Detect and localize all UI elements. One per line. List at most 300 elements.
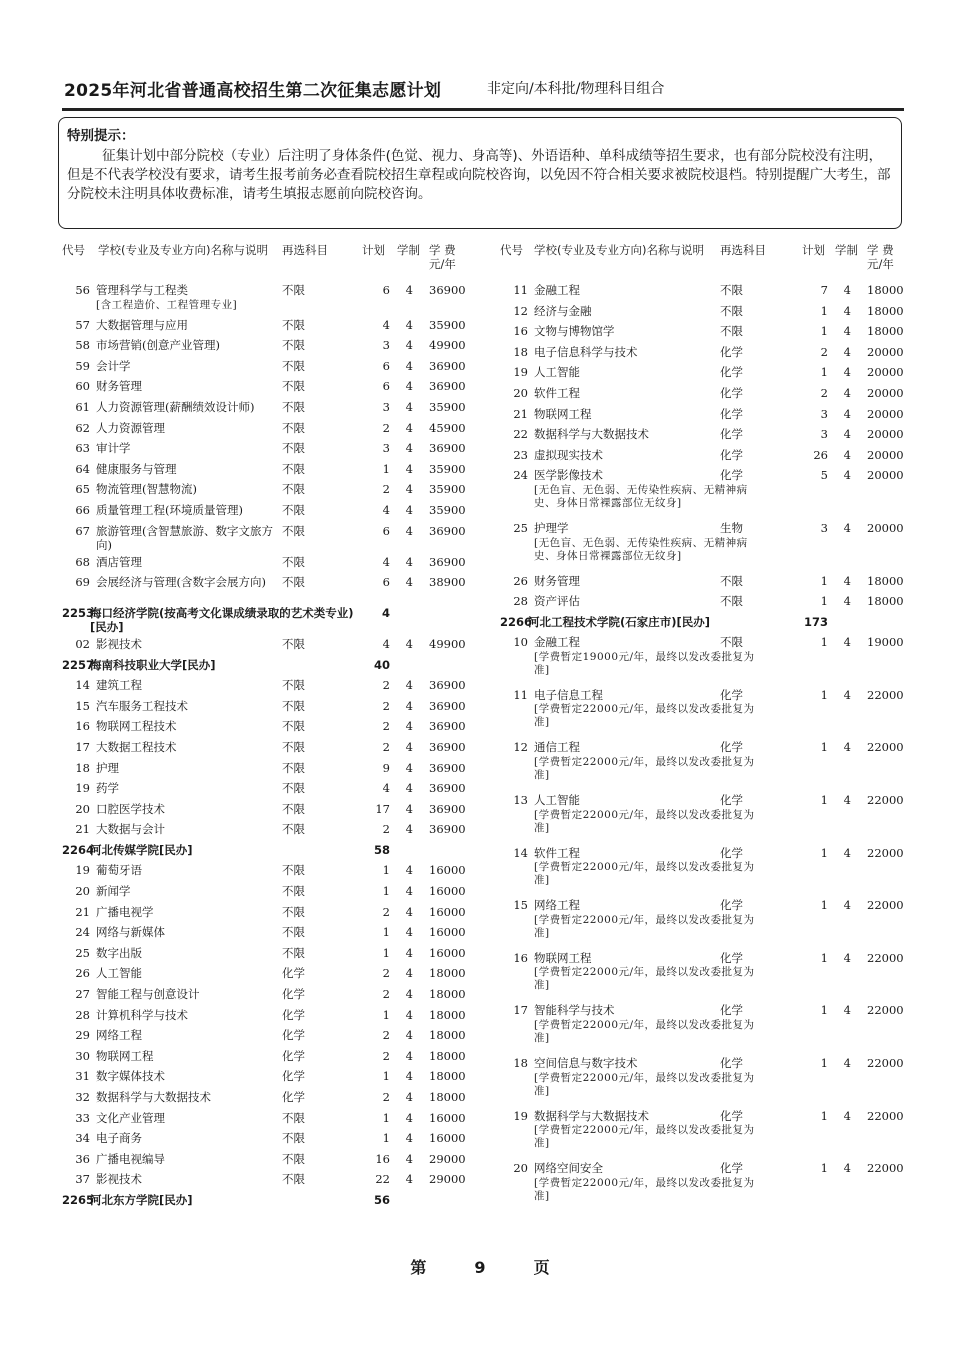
major-code: 69 [75,575,90,590]
major-code: 61 [75,399,90,414]
required-subject: 化学 [720,793,743,807]
major-row [500,365,940,386]
plan-count: 6 [382,523,390,538]
tuition-fee: 16000 [429,1110,466,1125]
major-row [62,482,502,503]
major-code: 22 [513,427,528,442]
required-subject: 化学 [720,1161,743,1176]
major-name: 旅游管理(含智慧旅游、数字文旅方向) [96,523,273,552]
study-years: 4 [405,904,413,919]
school-plan-total: 40 [373,657,390,672]
major-code: 19 [513,1108,528,1123]
major-note: [学费暂定22000元/年，最终以发改委批复为准] [534,1018,755,1044]
major-row [62,503,502,524]
study-years: 4 [843,468,851,483]
major-note: [学费暂定19000元/年，最终以发改委批复为准] [534,650,755,676]
major-code: 36 [75,1151,90,1166]
required-subject: 不限 [282,740,305,754]
required-subject: 不限 [282,945,305,960]
major-name: 软件工程 [534,845,580,860]
major-code: 32 [75,1090,90,1104]
col-name-label: 学校(专业及专业方向)名称与说明 [534,243,704,257]
major-note: [学费暂定22000元/年，最终以发改委批复为准] [534,861,755,887]
tuition-fee: 22000 [867,898,904,913]
major-row [62,421,502,442]
required-subject: 生物 [720,520,743,535]
major-code: 11 [513,283,528,297]
tuition-fee: 18000 [429,1069,466,1084]
plan-count: 1 [820,573,828,588]
required-subject: 不限 [282,904,305,919]
major-name: 大数据管理与应用 [96,317,188,332]
required-subject: 化学 [720,447,743,462]
major-name: 物联网工程 [96,1048,154,1063]
plan-count: 7 [820,283,828,297]
page-header [62,74,904,111]
plan-count: 3 [820,406,828,421]
required-subject: 不限 [282,461,305,476]
study-years: 4 [405,502,413,517]
major-code: 11 [513,687,528,702]
required-subject: 化学 [720,845,743,860]
major-name: 网络工程 [96,1028,142,1043]
page-number-value: 9 [474,1258,486,1277]
major-row [62,781,502,802]
major-code: 63 [75,441,90,456]
required-subject: 不限 [282,781,305,796]
page-number-suffix: 页 [533,1258,550,1277]
major-code: 60 [75,379,90,394]
major-name: 葡萄牙语 [96,863,142,878]
major-row [62,884,502,905]
required-subject: 不限 [282,379,305,394]
col-years-label: 学制 [397,243,420,257]
major-row [62,462,502,483]
plan-count: 6 [382,575,390,590]
page-number [0,1255,960,1278]
col-plan-label: 计划 [362,243,385,257]
major-name: 广播电视编导 [96,1151,165,1166]
major-code: 17 [75,740,90,754]
study-years: 4 [843,1055,851,1070]
tuition-fee: 18000 [867,594,904,609]
major-row [62,699,502,720]
plan-count: 1 [820,1108,828,1123]
major-name: 物联网工程技术 [96,719,177,734]
major-row [62,966,502,987]
school-plan-total: 4 [381,606,390,621]
required-subject: 不限 [282,523,305,538]
plan-count: 3 [382,338,390,353]
tuition-fee: 19000 [867,635,904,650]
right-plan-list [500,283,940,1214]
major-name: 药学 [96,781,119,796]
school-name: 海南科技职业大学[民办] [90,657,216,672]
col-fee-label: 学 费 元/年 [429,243,456,271]
col-plan-label: 计划 [802,243,825,257]
major-row [62,400,502,421]
required-subject: 不限 [282,420,305,435]
required-subject: 化学 [282,1090,305,1104]
tuition-fee: 35900 [429,461,466,476]
study-years: 4 [405,863,413,878]
required-subject: 化学 [720,1003,743,1018]
required-subject: 化学 [282,987,305,1002]
school-row [62,606,502,637]
major-name: 建筑工程 [96,678,142,693]
major-row [62,1008,502,1029]
major-row [62,946,502,967]
plan-count: 1 [820,1055,828,1070]
major-code: 20 [75,884,90,899]
study-years: 4 [405,441,413,456]
major-name: 数据科学与大数据技术 [534,427,649,442]
tuition-fee: 22000 [867,1161,904,1176]
tuition-fee: 36900 [429,822,466,837]
major-code: 66 [75,502,90,517]
tuition-fee: 20000 [867,520,904,535]
major-code: 18 [513,344,528,359]
study-years: 4 [405,1028,413,1043]
school-name: 河北东方学院[民办] [90,1192,193,1207]
major-name: 智能工程与创意设计 [96,987,200,1002]
tuition-fee: 29000 [429,1151,466,1166]
study-years: 4 [405,1131,413,1146]
major-row [500,427,940,448]
plan-count: 1 [382,925,390,940]
plan-count: 2 [382,1090,390,1104]
study-years: 4 [405,1110,413,1125]
school-plan-total: 56 [373,1192,390,1207]
major-code: 20 [513,1161,528,1176]
study-years: 4 [405,554,413,569]
major-name: 新闻学 [96,884,131,899]
study-years: 4 [843,283,851,297]
major-row [62,318,502,339]
required-subject: 不限 [282,925,305,940]
page-number-prefix: 第 [410,1258,427,1277]
document-title: 2025年河北省普通高校招生第二次征集志愿计划 [64,81,442,101]
required-subject: 化学 [720,1108,743,1123]
major-code: 24 [513,468,528,483]
plan-count: 2 [382,822,390,837]
major-code: 64 [75,461,90,476]
major-code: 25 [513,520,528,535]
major-name: 会展经济与管理(含数字会展方向) [96,575,266,590]
plan-count: 2 [382,1048,390,1063]
study-years: 4 [405,575,413,590]
school-code: 2264 [62,842,95,857]
plan-count: 2 [382,420,390,435]
major-row [62,802,502,823]
required-subject: 化学 [282,1048,305,1063]
tuition-fee: 49900 [429,637,466,652]
major-name: 数据科学与大数据技术 [534,1108,649,1123]
required-subject: 化学 [282,1007,305,1022]
study-years: 4 [843,303,851,318]
major-code: 26 [513,573,528,588]
study-years: 4 [405,283,413,297]
major-code: 18 [513,1055,528,1070]
plan-count: 1 [382,1131,390,1146]
major-note: [学费暂定22000元/年，最终以发改委批复为准] [534,808,755,834]
major-code: 28 [75,1007,90,1022]
study-years: 4 [405,760,413,775]
required-subject: 不限 [282,502,305,517]
school-name: 河北工程技术学院(石家庄市)[民办] [528,614,711,629]
study-years: 4 [843,520,851,535]
study-years: 4 [405,884,413,899]
school-code: 2253 [62,606,95,621]
required-subject: 化学 [720,344,743,359]
required-subject: 不限 [720,283,743,297]
tuition-fee: 36900 [429,523,466,538]
major-name: 文物与博物馆学 [534,324,615,339]
study-years: 4 [843,447,851,462]
tuition-fee: 36900 [429,358,466,373]
study-years: 4 [405,925,413,940]
major-name: 广播电视学 [96,904,154,919]
tuition-fee: 36900 [429,441,466,456]
major-code: 14 [513,845,528,860]
major-row [62,678,502,699]
major-code: 19 [75,781,90,796]
tuition-fee: 16000 [429,863,466,878]
major-name: 市场营销(创意产业管理) [96,338,220,353]
major-code: 57 [75,317,90,332]
plan-count: 6 [382,283,390,297]
study-years: 4 [405,801,413,816]
plan-count: 2 [382,966,390,981]
col-code-label: 代号 [62,243,85,257]
major-row [500,407,940,428]
required-subject: 不限 [282,358,305,373]
major-code: 20 [75,801,90,816]
study-years: 4 [405,358,413,373]
study-years: 4 [843,385,851,400]
tuition-fee: 36900 [429,379,466,394]
tuition-fee: 20000 [867,447,904,462]
tuition-fee: 35900 [429,399,466,414]
major-code: 23 [513,447,528,462]
plan-count: 3 [382,399,390,414]
major-row [62,822,502,843]
major-name: 网络工程 [534,898,580,913]
major-row [62,338,502,359]
required-subject: 化学 [720,365,743,380]
study-years: 4 [405,1151,413,1166]
major-name: 资产评估 [534,594,580,609]
major-code: 30 [75,1048,90,1063]
plan-count: 1 [382,461,390,476]
major-code: 21 [75,822,90,837]
major-name: 会计学 [96,358,131,373]
required-subject: 不限 [282,719,305,734]
required-subject: 化学 [720,687,743,702]
major-row [62,359,502,380]
tuition-fee: 36900 [429,554,466,569]
major-row [62,987,502,1008]
major-code: 65 [75,482,90,497]
major-name: 财务管理 [534,573,580,588]
study-years: 4 [843,898,851,913]
study-years: 4 [405,379,413,394]
study-years: 4 [843,324,851,339]
required-subject: 化学 [282,1069,305,1084]
study-years: 4 [405,1007,413,1022]
required-subject: 不限 [282,283,305,297]
major-name: 影视技术 [96,637,142,652]
major-row [62,761,502,782]
study-years: 4 [843,635,851,650]
major-code: 18 [75,760,90,775]
study-years: 4 [405,678,413,693]
major-code: 14 [75,678,90,693]
study-years: 4 [405,698,413,713]
major-name: 金融工程 [534,635,580,650]
study-years: 4 [405,945,413,960]
major-name: 数据科学与大数据技术 [96,1090,211,1104]
tuition-fee: 36900 [429,719,466,734]
tuition-fee: 18000 [867,324,904,339]
tuition-fee: 36900 [429,760,466,775]
major-code: 10 [513,635,528,650]
major-name: 人工智能 [96,966,142,981]
tuition-fee: 18000 [429,1048,466,1063]
major-row [62,740,502,761]
tuition-fee: 18000 [429,987,466,1002]
study-years: 4 [843,793,851,807]
col-code-label: 代号 [500,243,523,257]
major-note: [学费暂定22000元/年，最终以发改委批复为准] [534,1176,755,1202]
required-subject: 不限 [282,884,305,899]
major-row [62,1152,502,1173]
plan-count: 1 [820,898,828,913]
tuition-fee: 22000 [867,950,904,965]
study-years: 4 [843,1108,851,1123]
major-row [62,1049,502,1070]
study-years: 4 [405,420,413,435]
plan-count: 2 [820,385,828,400]
major-note: [学费暂定22000元/年，最终以发改委批复为准] [534,966,755,992]
major-name: 金融工程 [534,283,580,297]
plan-count: 1 [820,845,828,860]
plan-count: 4 [382,781,390,796]
study-years: 4 [405,740,413,754]
major-code: 33 [75,1110,90,1125]
plan-count: 1 [820,594,828,609]
major-name: 财务管理 [96,379,142,394]
major-name: 电子商务 [96,1131,142,1146]
study-years: 4 [843,573,851,588]
required-subject: 不限 [282,760,305,775]
special-notice-box [58,117,902,229]
study-years: 4 [843,1161,851,1176]
tuition-fee: 22000 [867,1003,904,1018]
plan-count: 2 [382,740,390,754]
tuition-fee: 36900 [429,678,466,693]
plan-count: 3 [382,441,390,456]
left-plan-list [62,283,502,1213]
major-code: 68 [75,554,90,569]
plan-count: 1 [382,1007,390,1022]
major-code: 16 [75,719,90,734]
notice-body: 征集计划中部分院校（专业）后注明了身体条件(色觉、视力、身高等)、外语语种、单科成绩等招生要求，也有部分院校没有注明，但是不代表学校没有要求，请考生报考前务必查看院校招生章程或向院校咨询，以免因不符合相关要求被院校退档。特别提醒广大考生，部分院校未注明具体收费标准，请考生填报志愿前向院校咨询。 [67,148,891,202]
plan-count: 3 [820,520,828,535]
school-row [500,615,940,636]
major-name: 物联网工程 [534,406,592,421]
required-subject: 不限 [282,1151,305,1166]
tuition-fee: 20000 [867,406,904,421]
major-note: [学费暂定22000元/年，最终以发改委批复为准] [534,756,755,781]
tuition-fee: 18000 [429,1028,466,1043]
required-subject: 不限 [282,637,305,652]
major-row [62,863,502,884]
plan-count: 2 [820,344,828,359]
required-subject: 不限 [720,324,743,339]
study-years: 4 [405,338,413,353]
tuition-fee: 20000 [867,468,904,483]
major-name: 经济与金融 [534,303,592,318]
study-years: 4 [405,719,413,734]
school-name: 海口经济学院(按高考文化课成绩录取的艺术类专业)[民办] [90,606,354,635]
major-note: [学费暂定22000元/年，最终以发改委批复为准] [534,1071,755,1097]
plan-count: 1 [382,884,390,899]
major-note: [学费暂定22000元/年，最终以发改委批复为准] [534,913,755,939]
major-row [62,575,502,606]
tuition-fee: 36900 [429,698,466,713]
required-subject: 不限 [720,594,743,609]
plan-count: 26 [813,447,828,462]
major-code: 19 [513,365,528,380]
school-plan-total: 58 [373,842,390,857]
tuition-fee: 16000 [429,1131,466,1146]
major-row [62,379,502,400]
tuition-fee: 18000 [429,1090,466,1104]
plan-count: 1 [820,303,828,318]
study-years: 4 [405,637,413,652]
major-row [62,1172,502,1193]
major-code: 26 [75,966,90,981]
plan-count: 1 [382,1069,390,1084]
required-subject: 化学 [720,468,743,483]
major-code: 16 [513,950,528,965]
study-years: 4 [843,365,851,380]
major-note: [含工程造价、工程管理专业] [96,298,238,311]
major-code: 21 [75,904,90,919]
major-name: 物流管理(智慧物流) [96,482,197,497]
required-subject: 不限 [282,801,305,816]
major-code: 15 [75,698,90,713]
required-subject: 不限 [282,399,305,414]
plan-count: 1 [820,324,828,339]
major-name: 空间信息与数字技术 [534,1055,638,1070]
tuition-fee: 20000 [867,365,904,380]
plan-count: 1 [382,945,390,960]
major-name: 医学影像技术 [534,468,603,483]
tuition-fee: 22000 [867,1055,904,1070]
tuition-fee: 22000 [867,740,904,755]
major-name: 人工智能 [534,793,580,807]
study-years: 4 [405,1090,413,1104]
tuition-fee: 18000 [867,303,904,318]
col-years-label: 学制 [835,243,858,257]
study-years: 4 [843,950,851,965]
major-row [62,1028,502,1049]
tuition-fee: 35900 [429,502,466,517]
col-subject-label: 再选科目 [282,243,328,257]
study-years: 4 [405,523,413,538]
